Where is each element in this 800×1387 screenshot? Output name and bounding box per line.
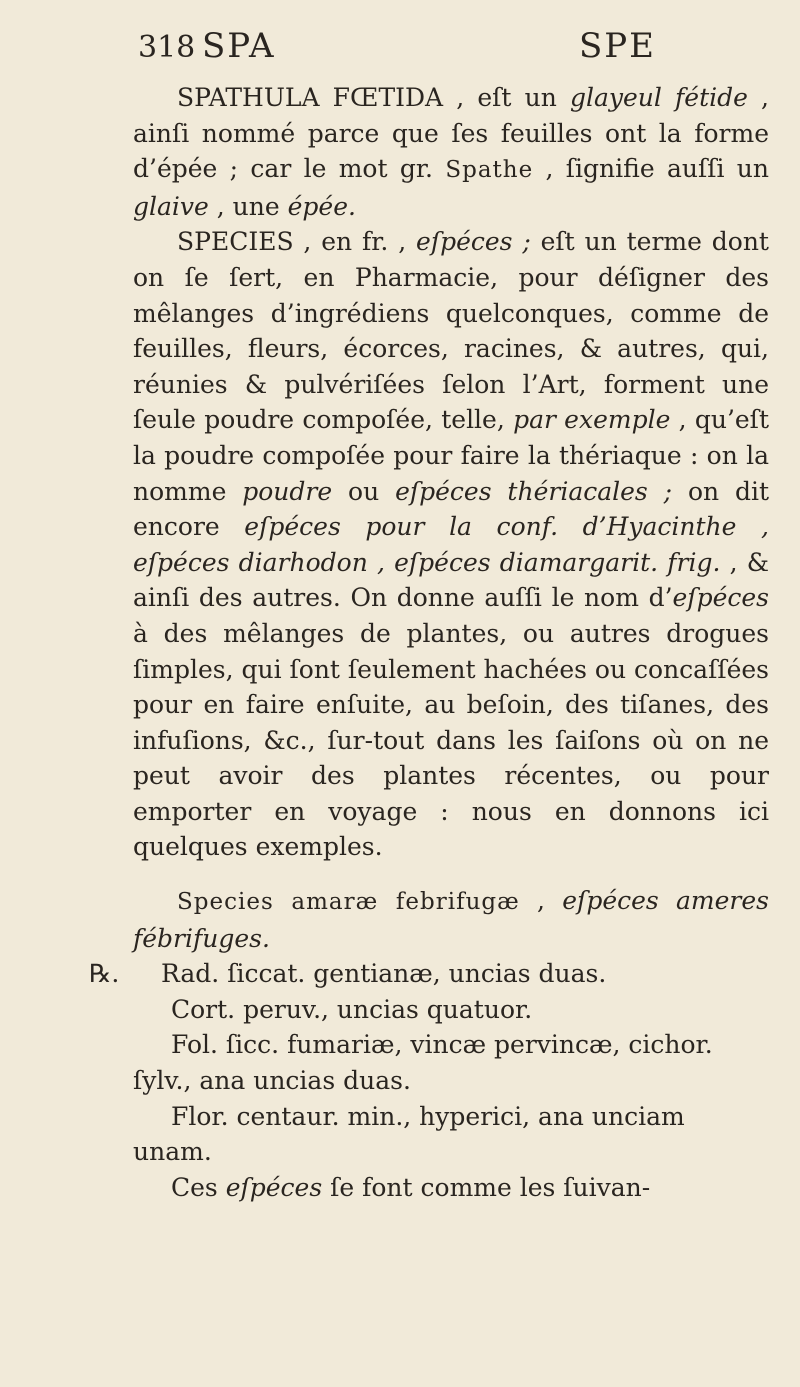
entry-species-amarae: Species amaræ febrifugæ , eſpéces ameres fébrifuges. [133,886,769,953]
page-body [89,80,770,1205]
recipe-closing: Ces eſpéces ſe font comme les ſuivan- [171,1172,651,1202]
recipe-title: Species amaræ febrifugæ [177,889,520,916]
header-left-word: SPA [202,26,276,66]
entry-spathula: SPATHULA FŒTIDA , eſt un glayeul fétide , ainſi nommé parce que ſes feuilles ont la forme d’épée ; car le mot gr. Spathe , ſignifie auſſi un glaive , une épée. [133,83,769,221]
entry-term: SPECIES [177,227,294,257]
header-right-word: SPE [579,26,656,66]
entry-term: SPATHULA FŒTIDA [177,83,444,112]
section-gap [133,865,769,883]
recipe-line: Fol. ſicc. fumariæ, vincæ pervincæ, cichor. ſylv., ana uncias duas. [133,1030,713,1096]
running-header [138,22,656,72]
recipe-line: Flor. centaur. min., hyperici, ana unciam unam. [133,1101,685,1167]
recipe-icon: ℞. [89,959,120,989]
page-number: 318 [138,30,196,65]
recipe-line: ℞. Rad. ſiccat. gentianæ, uncias duas. [133,956,769,992]
entry-species: SPECIES , en fr. , eſpéces ; eſt un terme dont on ſe ſert, en Pharmacie, pour déſigner des mêlanges d’ingrédiens quelconques, comme de feuilles, fleurs, écorces, racines, & autres, qui, réunies & pulvériſées ſelon l’Art, forment une ſeule poudre compoſée, telle, par exemple , qu’eſt la poudre compoſée pour faire la thériaque : on la nomme poudre ou eſpéces thériacales ; on dit encore eſpéces pour la conf. d’Hyacinthe , eſpéces diarhodon , eſpéces diamargarit. frig. , & ainſi des autres. On donne auſſi le nom d’eſpéces à des mêlanges de plantes, ou autres drogues ſimples, qui ſont ſeulement hachées ou concaſſées pour en faire enſuite, au beſoin, des tiſanes, des infuſions, &c., ſur-tout dans les ſaiſons où on ne peut avoir des plantes récentes, ou pour emporter en voyage : nous en donnons ici quelques exemples. [133,227,770,862]
recipe-line: Cort. peruv., uncias quatuor. [171,994,533,1024]
